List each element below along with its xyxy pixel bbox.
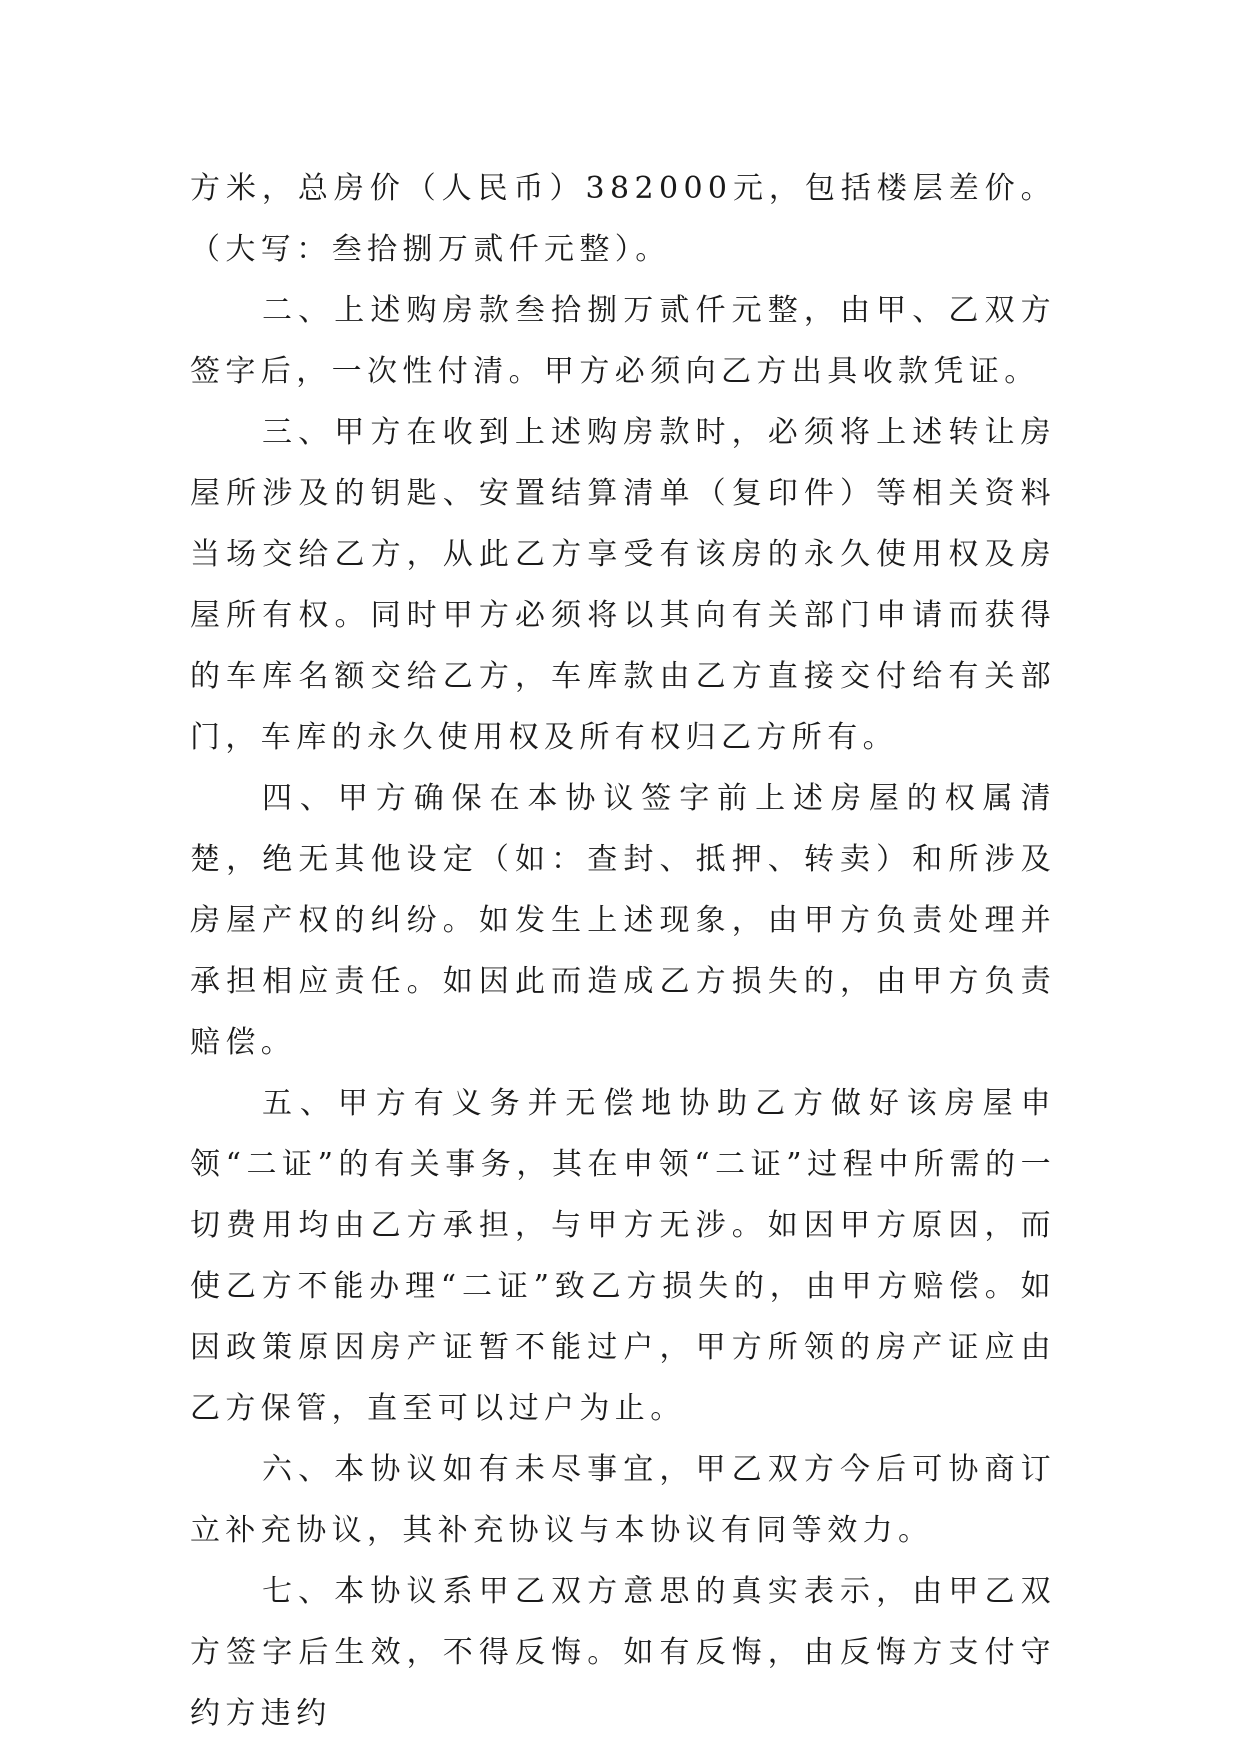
- paragraph-clause-2-payment: 二、上述购房款叁拾捌万贰仟元整，由甲、乙双方签字后，一次性付清。甲方必须向乙方出具收款凭证。: [190, 293, 1056, 389]
- document-body: [190, 158, 1056, 1744]
- paragraph-clause-5-certificates: 五、甲方有义务并无偿地协助乙方做好该房屋申领“二证”的有关事务，其在申领“二证”过程中所需的一切费用均由乙方承担，与甲方无涉。如因甲方原因，而使乙方不能办理“二证”致乙方损失的，由甲方赔偿。如因政策原因房产证暂不能过户，甲方所领的房产证应由乙方保管，直至可以过户为止。: [190, 1086, 1056, 1426]
- paragraph-clause-6-supplementary: 六、本协议如有未尽事宜，甲乙双方今后可协商订立补充协议，其补充协议与本协议有同等效力。: [190, 1452, 1056, 1548]
- paragraph-area-price: 方米，总房价（人民币）382000元，包括楼层差价。（大写：叁拾捌万贰仟元整）。: [190, 171, 1056, 267]
- paragraph-clause-7-effectiveness: 七、本协议系甲乙双方意思的真实表示，由甲乙双方签字后生效，不得反悔。如有反悔，由反悔方支付守约方违约: [190, 1574, 1056, 1731]
- paragraph-clause-3-handover: 三、甲方在收到上述购房款时，必须将上述转让房屋所涉及的钥匙、安置结算清单（复印件）等相关资料当场交给乙方，从此乙方享受有该房的永久使用权及房屋所有权。同时甲方必须将以其向有关部门申请而获得的车库名额交给乙方，车库款由乙方直接交付给有关部门，车库的永久使用权及所有权归乙方所有。: [190, 415, 1056, 755]
- paragraph-clause-4-title-guarantee: 四、甲方确保在本协议签字前上述房屋的权属清楚，绝无其他设定（如：查封、抵押、转卖）和所涉及房屋产权的纠纷。如发生上述现象，由甲方负责处理并承担相应责任。如因此而造成乙方损失的，由甲方负责赔偿。: [190, 781, 1056, 1060]
